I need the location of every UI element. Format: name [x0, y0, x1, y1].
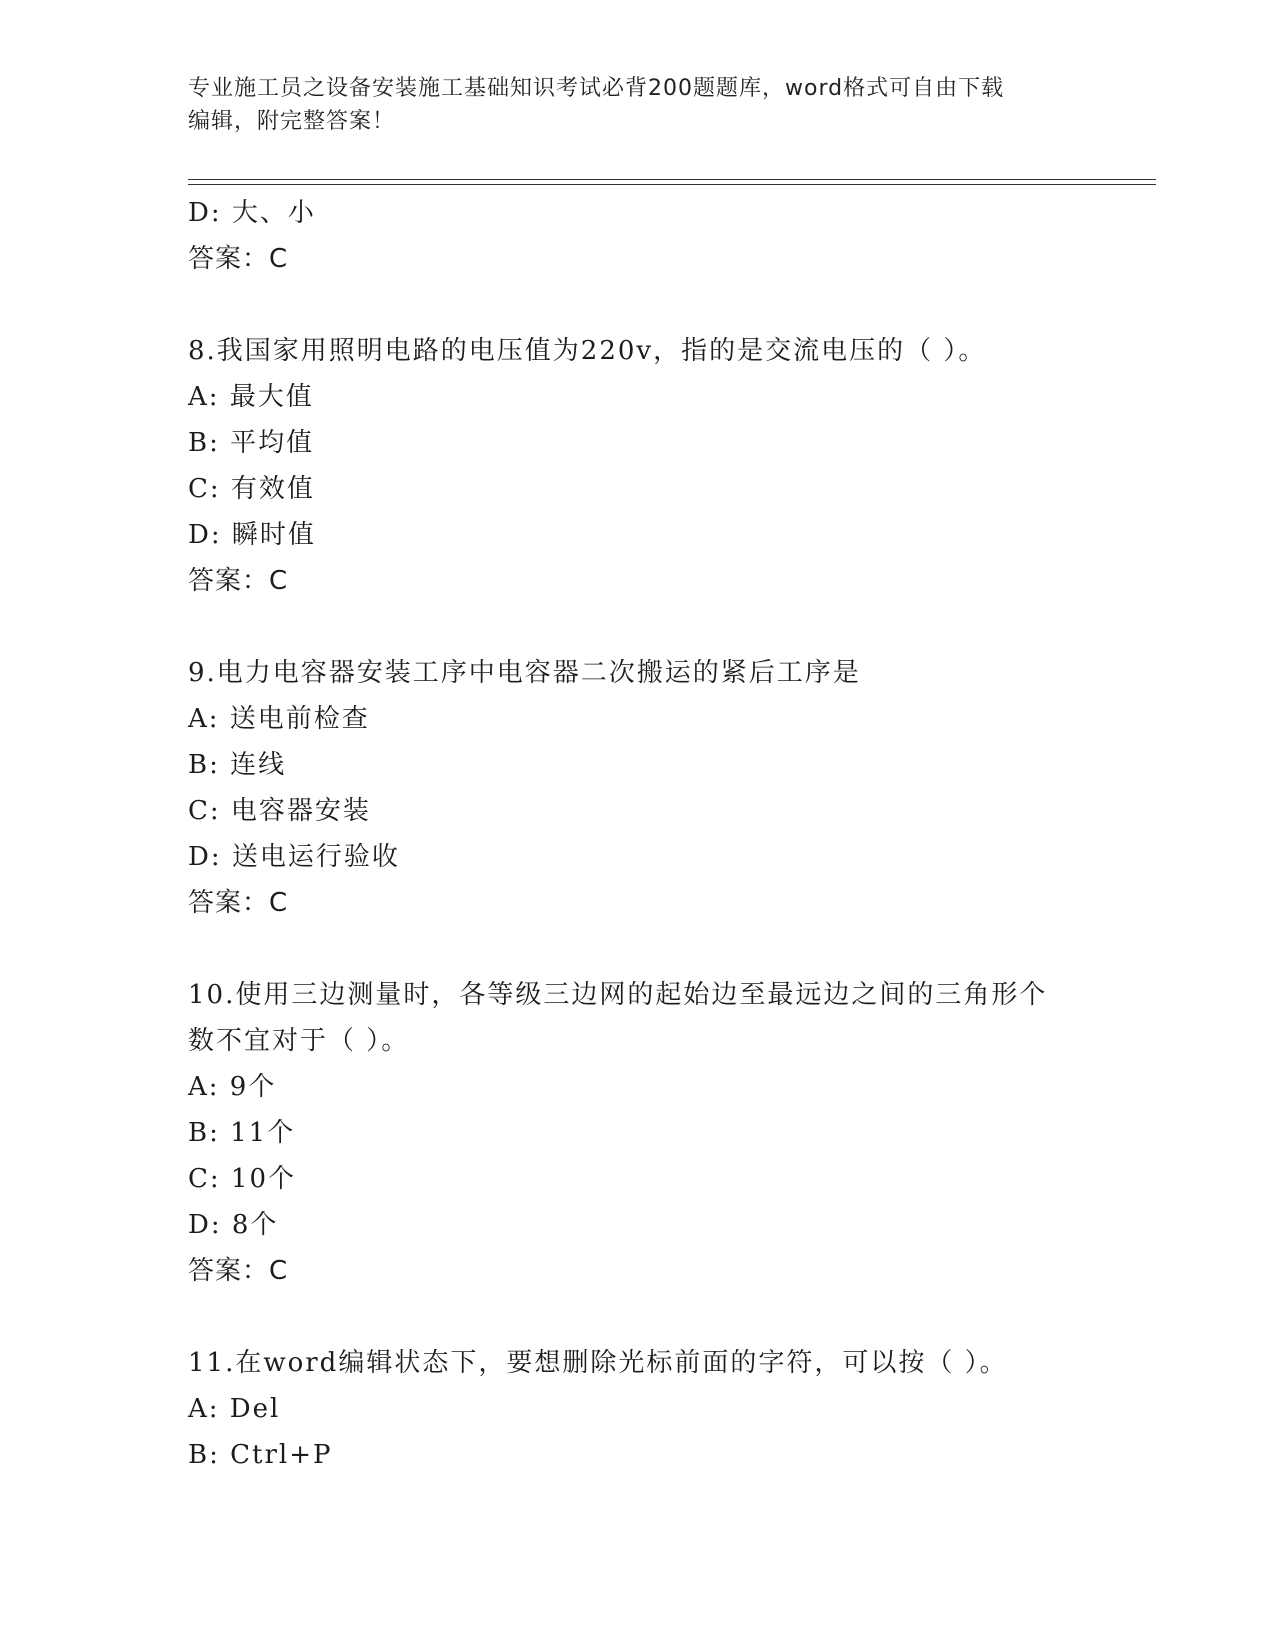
header-line-2: 编辑，附完整答案！	[188, 109, 396, 134]
answer-option: B: Ctrl+P	[188, 1440, 333, 1470]
question-text: 8.我国家用照明电路的电压值为220v，指的是交流电压的（ ）。	[188, 336, 987, 366]
answer-option: C: 10个	[188, 1164, 297, 1194]
answer-option: D: 瞬时值	[188, 520, 316, 550]
answer-key: 答案：C	[188, 888, 289, 918]
answer-key: 答案：C	[188, 244, 289, 274]
question-text: 9.电力电容器安装工序中电容器二次搬运的紧后工序是	[188, 658, 861, 688]
header-line-1: 专业施工员之设备安装施工基础知识考试必背200题题库，word格式可自由下载	[188, 76, 1005, 101]
answer-option: A: 9个	[188, 1072, 277, 1102]
answer-option: C: 有效值	[188, 474, 315, 504]
answer-key: 答案：C	[188, 566, 289, 596]
header-divider-top	[188, 179, 1156, 180]
answer-option: A: 最大值	[188, 382, 314, 412]
block-spacer	[188, 282, 1118, 328]
question-list	[188, 190, 1118, 1478]
header-divider-bottom	[188, 184, 1156, 185]
answer-option: A: 送电前检查	[188, 704, 370, 734]
answer-option: B: 11个	[188, 1118, 296, 1148]
answer-option: C: 电容器安装	[188, 796, 371, 826]
question-text: 11.在word编辑状态下，要想删除光标前面的字符，可以按（ ）。	[188, 1348, 1008, 1378]
question-text: 数不宜对于（ ）。	[188, 1026, 410, 1056]
answer-option: D: 8个	[188, 1210, 279, 1240]
answer-key: 答案：C	[188, 1256, 289, 1286]
answer-option: D: 送电运行验收	[188, 842, 400, 872]
block-spacer	[188, 1294, 1118, 1340]
answer-option: B: 连线	[188, 750, 287, 780]
block-spacer	[188, 604, 1118, 650]
block-spacer	[188, 926, 1118, 972]
answer-option: A: Del	[188, 1394, 281, 1424]
question-text: 10.使用三边测量时，各等级三边网的起始边至最远边之间的三角形个	[188, 980, 1048, 1010]
answer-option: D: 大、小	[188, 198, 316, 228]
document-header	[188, 72, 1088, 138]
answer-option: B: 平均值	[188, 428, 315, 458]
